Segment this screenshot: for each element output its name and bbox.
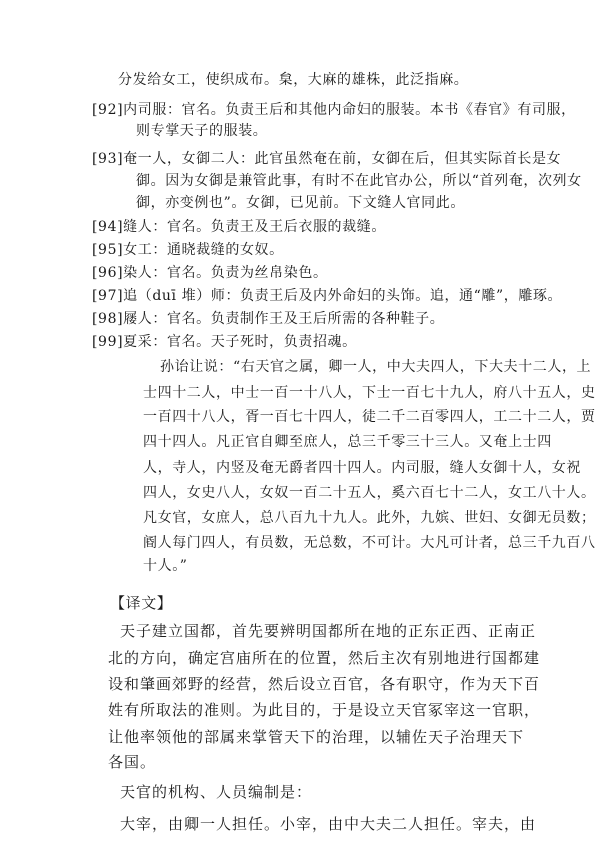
note-98 [92, 309, 444, 329]
note-text: 内司服：官名。负责王后和其他内命妇的服装。本书《春官》有司服， [123, 102, 576, 118]
body-line-3: 设和肇画郊野的经营，然后设立百官，各有职守，作为天下百 [108, 675, 541, 693]
note-95 [92, 240, 284, 260]
note-93-line-1 [92, 149, 561, 169]
body-line-2: 北的方向，确定宫庙所在的位置，然后主次有别地进行国都建 [108, 649, 541, 667]
quote-line-9: 十人。” [143, 558, 188, 574]
note-97 [92, 286, 562, 306]
note-93-line-2: 御。因为女御是兼管此事，有时不在此官办公，所以“首列奄，次列女 [136, 173, 582, 189]
body-line-6: 各国。 [108, 753, 157, 771]
note-text: 夏采：官名。天子死时，负责招魂。 [123, 334, 357, 350]
quote-line-4: 四十四人。凡正官自卿至庶人，总三千零三十三人。又奄上士四 [143, 434, 552, 450]
quote-line-8: 阍人每门四人，有员数，无总数，不可计。大凡可计者，总三千九百八 [143, 535, 596, 551]
note-number: [97] [92, 288, 124, 304]
note-number: [93] [92, 151, 124, 167]
note-text: 缝人：官名。负责王及王后衣服的裁缝。 [123, 219, 386, 235]
body-line-8: 大宰，由卿一人担任。小宰，由中大夫二人担任。宰夫，由 [120, 815, 537, 833]
section-title: 【译文】 [110, 594, 173, 612]
note-number: [95] [92, 242, 124, 258]
note-92-line-2: 则专掌天子的服装。 [136, 123, 268, 139]
note-number: [98] [92, 311, 124, 327]
quote-line-5: 人，寺人，内竖及奄无爵者四十四人。内司服，缝人女御十人，女祝 [143, 460, 581, 476]
body-line-5: 让他率领他的部属来掌管天下的治理，以辅佐天子治理天下 [108, 728, 525, 746]
note-number: [94] [92, 219, 124, 235]
note-number: [99] [92, 334, 124, 350]
quote-line-1: 孙诒让说：“右天官之属，卿一人，中大夫四人，下大夫十二人，上 [160, 359, 592, 375]
note-text: 屦人：官名。负责制作王及王后所需的各种鞋子。 [123, 311, 445, 327]
body-line-4: 姓有所取法的准则。为此目的，于是设立天官冢宰这一官职， [108, 701, 541, 719]
note-94 [92, 217, 386, 237]
quote-line-7: 凡女官，女庶人，总八百九十九人。此外，九嫔、世妇、女御无员数； [143, 510, 596, 526]
note-text: 奄一人，女御二人：此官虽然奄在前，女御在后，但其实际首长是女 [123, 151, 562, 167]
note-number: [96] [92, 265, 124, 281]
note-continuation: 分发给女工，使织成布。枲，大麻的雄株，此泛指麻。 [118, 72, 469, 88]
note-96 [92, 263, 328, 283]
quote-line-3: 一百四十八人，胥一百七十四人，徒二千二百零四人，工二十二人，贾 [143, 409, 596, 425]
body-line-1: 天子建立国都，首先要辨明国都所在地的正东正西、正南正 [120, 622, 537, 640]
note-text: 女工：通晓裁缝的女奴。 [123, 242, 284, 258]
note-text: 染人：官名。负责为丝帛染色。 [123, 265, 328, 281]
note-text: 追（duī 堆）师：负责王后及内外命妇的头饰。追，通“雕”，雕琢。 [123, 288, 563, 304]
quote-line-2: 士四十二人，中士一百一十八人，下士一百七十九人，府八十五人，史 [143, 385, 596, 401]
note-number: [92] [92, 102, 124, 118]
note-99 [92, 332, 357, 352]
note-93-line-3: 御，亦变例也”。女御，已见前。下文缝人官同此。 [136, 195, 465, 211]
quote-line-6: 四人，女史八人，女奴一百二十五人，奚六百七十二人，女工八十人。 [143, 485, 596, 501]
body-line-7: 天官的机构、人员编制是： [120, 783, 313, 801]
note-92-line-1 [92, 100, 576, 120]
